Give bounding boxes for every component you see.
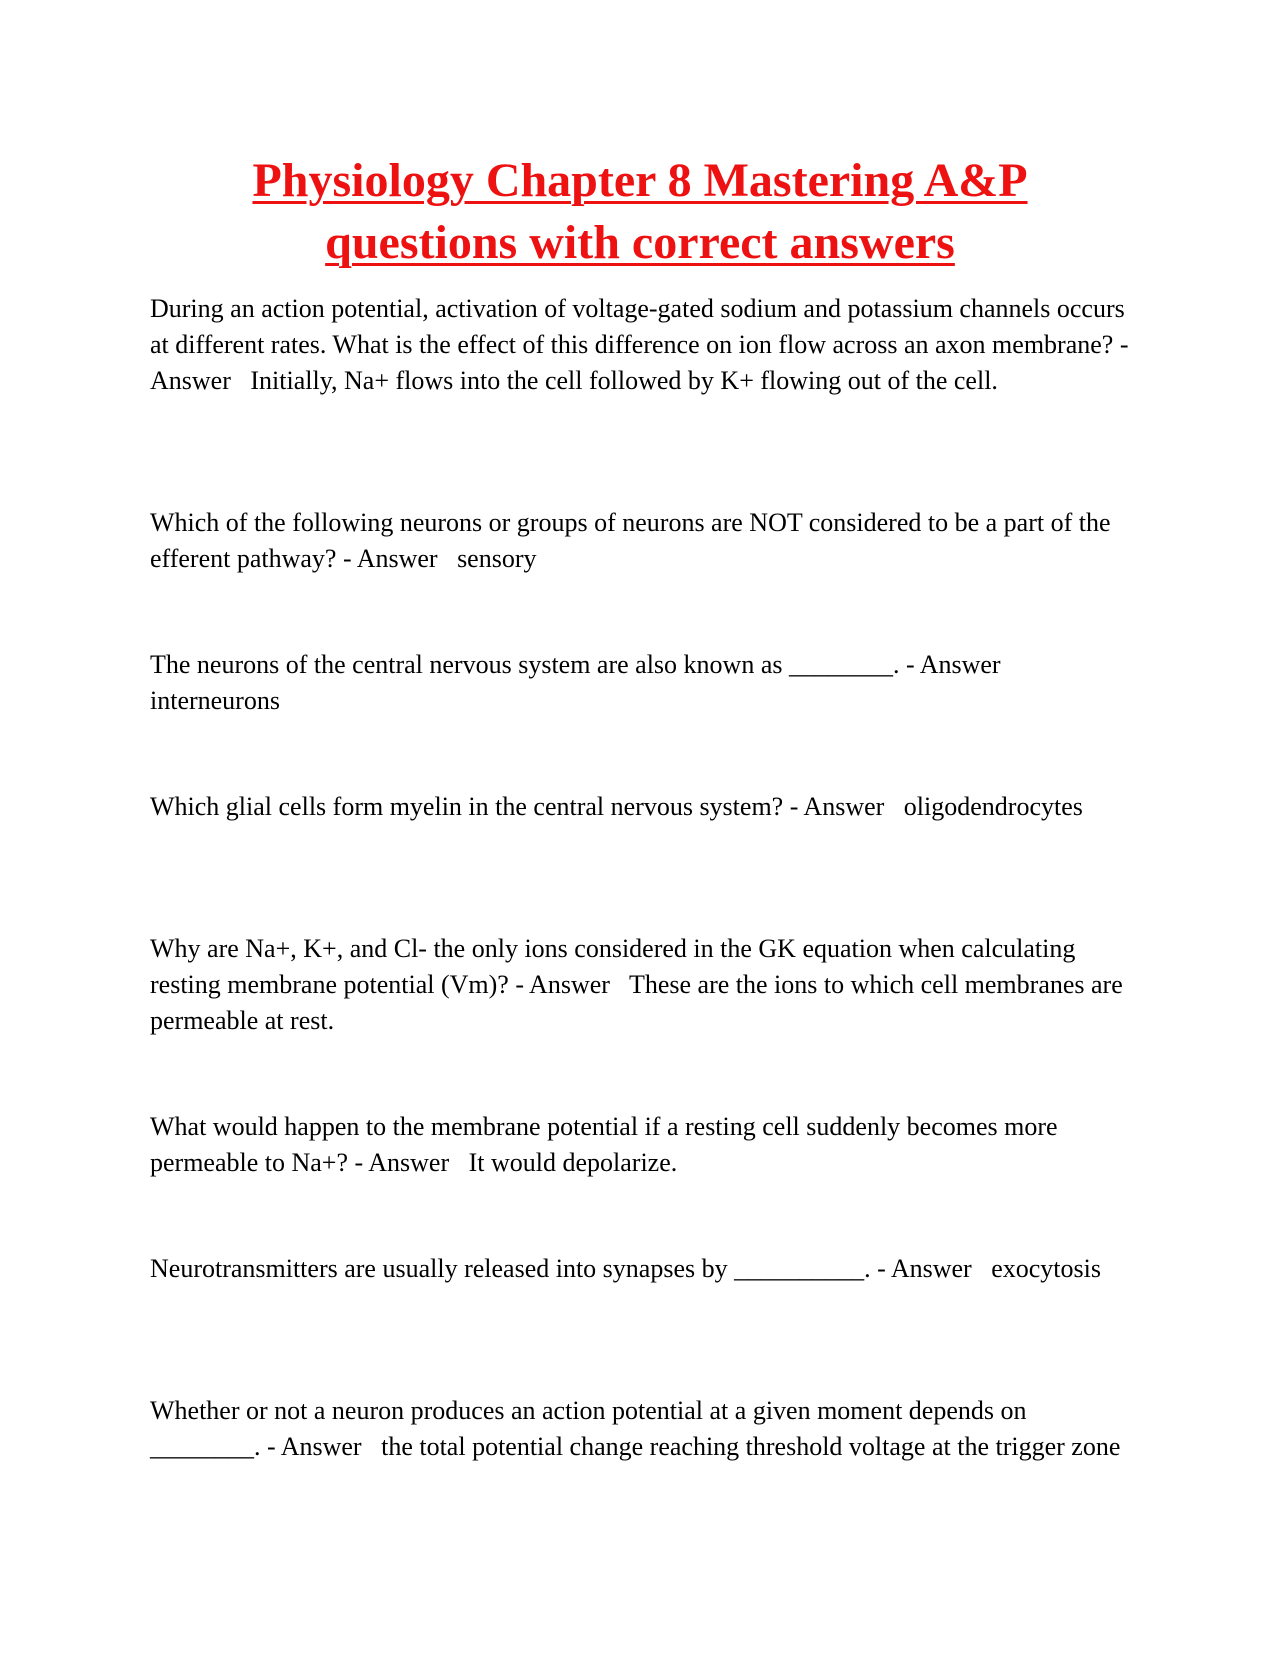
document-title	[150, 150, 1130, 274]
answer-text: exocytosis	[991, 1254, 1101, 1283]
answer-text: the total potential change reaching threshold voltage at the trigger zone	[381, 1432, 1121, 1461]
qa-item-1	[150, 291, 1135, 399]
question-text: During an action potential, activation of voltage-gated sodium and potassium channels occurs at different rates. What is the effect of this difference on ion flow across an axon membrane? - Answer	[150, 294, 1134, 395]
question-text: The neurons of the central nervous system are also known as ________. - Answer	[150, 650, 1001, 679]
title-line-2: questions with correct answers	[325, 216, 955, 269]
answer-text: interneurons	[150, 686, 280, 715]
question-text: Which glial cells form myelin in the central nervous system? - Answer	[150, 792, 885, 821]
question-text: Why are Na+, K+, and Cl- the only ions considered in the GK equation when calculating resting membrane potential (Vm)? - Answer	[150, 934, 1082, 999]
answer-text: oligodendrocytes	[903, 792, 1083, 821]
qa-item-6	[150, 1109, 1135, 1181]
answer-text: It would depolarize.	[468, 1148, 678, 1177]
qa-item-7	[150, 1251, 1135, 1287]
qa-item-3	[150, 647, 1135, 719]
qa-item-4	[150, 789, 1135, 825]
answer-text: Initially, Na+ flows into the cell followed by K+ flowing out of the cell.	[250, 366, 998, 395]
title-line-1: Physiology Chapter 8 Mastering A&P	[252, 154, 1028, 207]
qa-item-5	[150, 931, 1135, 1039]
qa-item-2	[150, 505, 1135, 577]
answer-text: sensory	[457, 544, 537, 573]
answer-text: These are the ions to which cell membranes are permeable at rest.	[150, 970, 1130, 1035]
qa-item-8	[150, 1393, 1135, 1465]
question-text: Whether or not a neuron produces an action potential at a given moment depends on ________. - Answer	[150, 1396, 1033, 1461]
question-text: What would happen to the membrane potential if a resting cell suddenly becomes more permeable to Na+? - Answer	[150, 1112, 1065, 1177]
question-text: Neurotransmitters are usually released into synapses by __________. - Answer	[150, 1254, 972, 1283]
question-text: Which of the following neurons or groups of neurons are NOT considered to be a part of the efferent pathway? - Answer	[150, 508, 1118, 573]
